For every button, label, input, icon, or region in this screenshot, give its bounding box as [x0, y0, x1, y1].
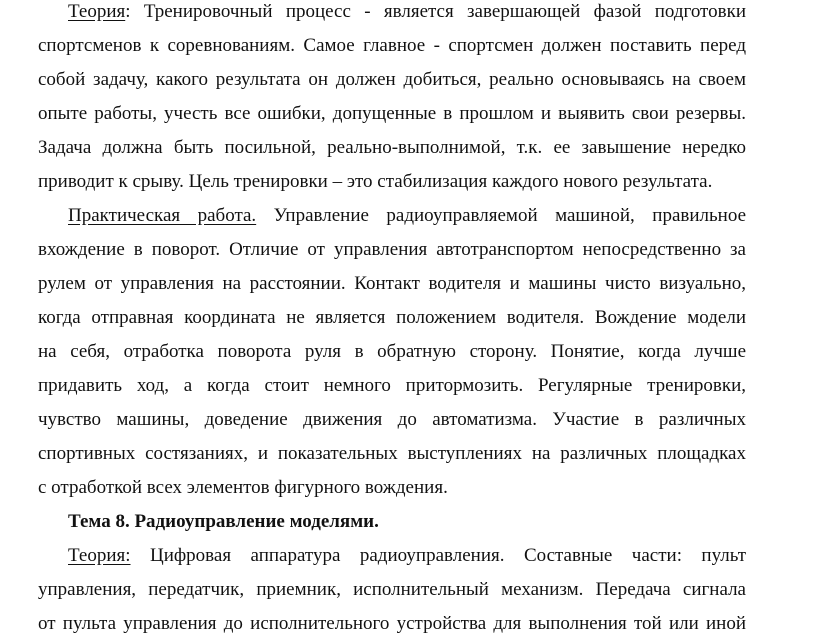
- paragraph-line: рулем от управления на расстоянии. Контакт водителя и машины чисто визуально,: [38, 273, 746, 294]
- paragraph-text: Цифровая аппаратура радиоуправления. Составные части: пульт: [130, 545, 746, 566]
- paragraph-line: спортсменов к соревнованиям. Самое главное - спортсмен должен поставить перед: [38, 35, 746, 56]
- section-heading: Тема 8. Радиоуправление моделями.: [68, 511, 379, 532]
- theory-label: Теория: [68, 1, 126, 22]
- paragraph-line: когда отправная координата не является положением водителя. Вождение модели: [38, 307, 746, 328]
- paragraph-line: на себя, отработка поворота руля в обратную сторону. Понятие, когда лучше: [38, 341, 746, 362]
- theory-label: Теория:: [68, 545, 131, 566]
- paragraph-line: опыте работы, учесть все ошибки, допущенные в прошлом и выявить свои резервы.: [38, 103, 746, 124]
- paragraph-line: Задача должна быть посильной, реально-выполнимой, т.к. ее завышение нередко: [38, 137, 746, 158]
- paragraph-line: спортивных состязаниях, и показательных выступлениях на различных площадках: [38, 443, 746, 464]
- paragraph-text: : Тренировочный процесс - является завершающей фазой подготовки: [125, 1, 746, 22]
- practice-label: Практическая работа.: [68, 205, 257, 226]
- paragraph-theory-line-1: [68, 539, 746, 573]
- paragraph-theory-line-1: [68, 0, 746, 29]
- paragraph-line: чувство машины, доведение движения до автоматизма. Участие в различных: [38, 409, 746, 430]
- paragraph-line: с отработкой всех элементов фигурного вождения.: [38, 477, 448, 498]
- paragraph-line: собой задачу, какого результата он должен добиться, реально основываясь на своем: [38, 69, 746, 90]
- paragraph-line: управления, передатчик, приемник, исполнительный механизм. Передача сигнала: [38, 579, 746, 600]
- paragraph-line: от пульта управления до исполнительного устройства для выполнения той или иной: [38, 613, 746, 634]
- paragraph-line: приводит к срыву. Цель тренировки – это стабилизация каждого нового результата.: [38, 171, 713, 192]
- paragraph-line: вхождение в поворот. Отличие от управления автотранспортом непосредственно за: [38, 239, 746, 260]
- paragraph-text: Управление радиоуправляемой машиной, правильное: [256, 205, 746, 226]
- paragraph-line: придавить ход, а когда стоит немного притормозить. Регулярные тренировки,: [38, 375, 746, 396]
- paragraph-practice-line-1: [68, 199, 746, 233]
